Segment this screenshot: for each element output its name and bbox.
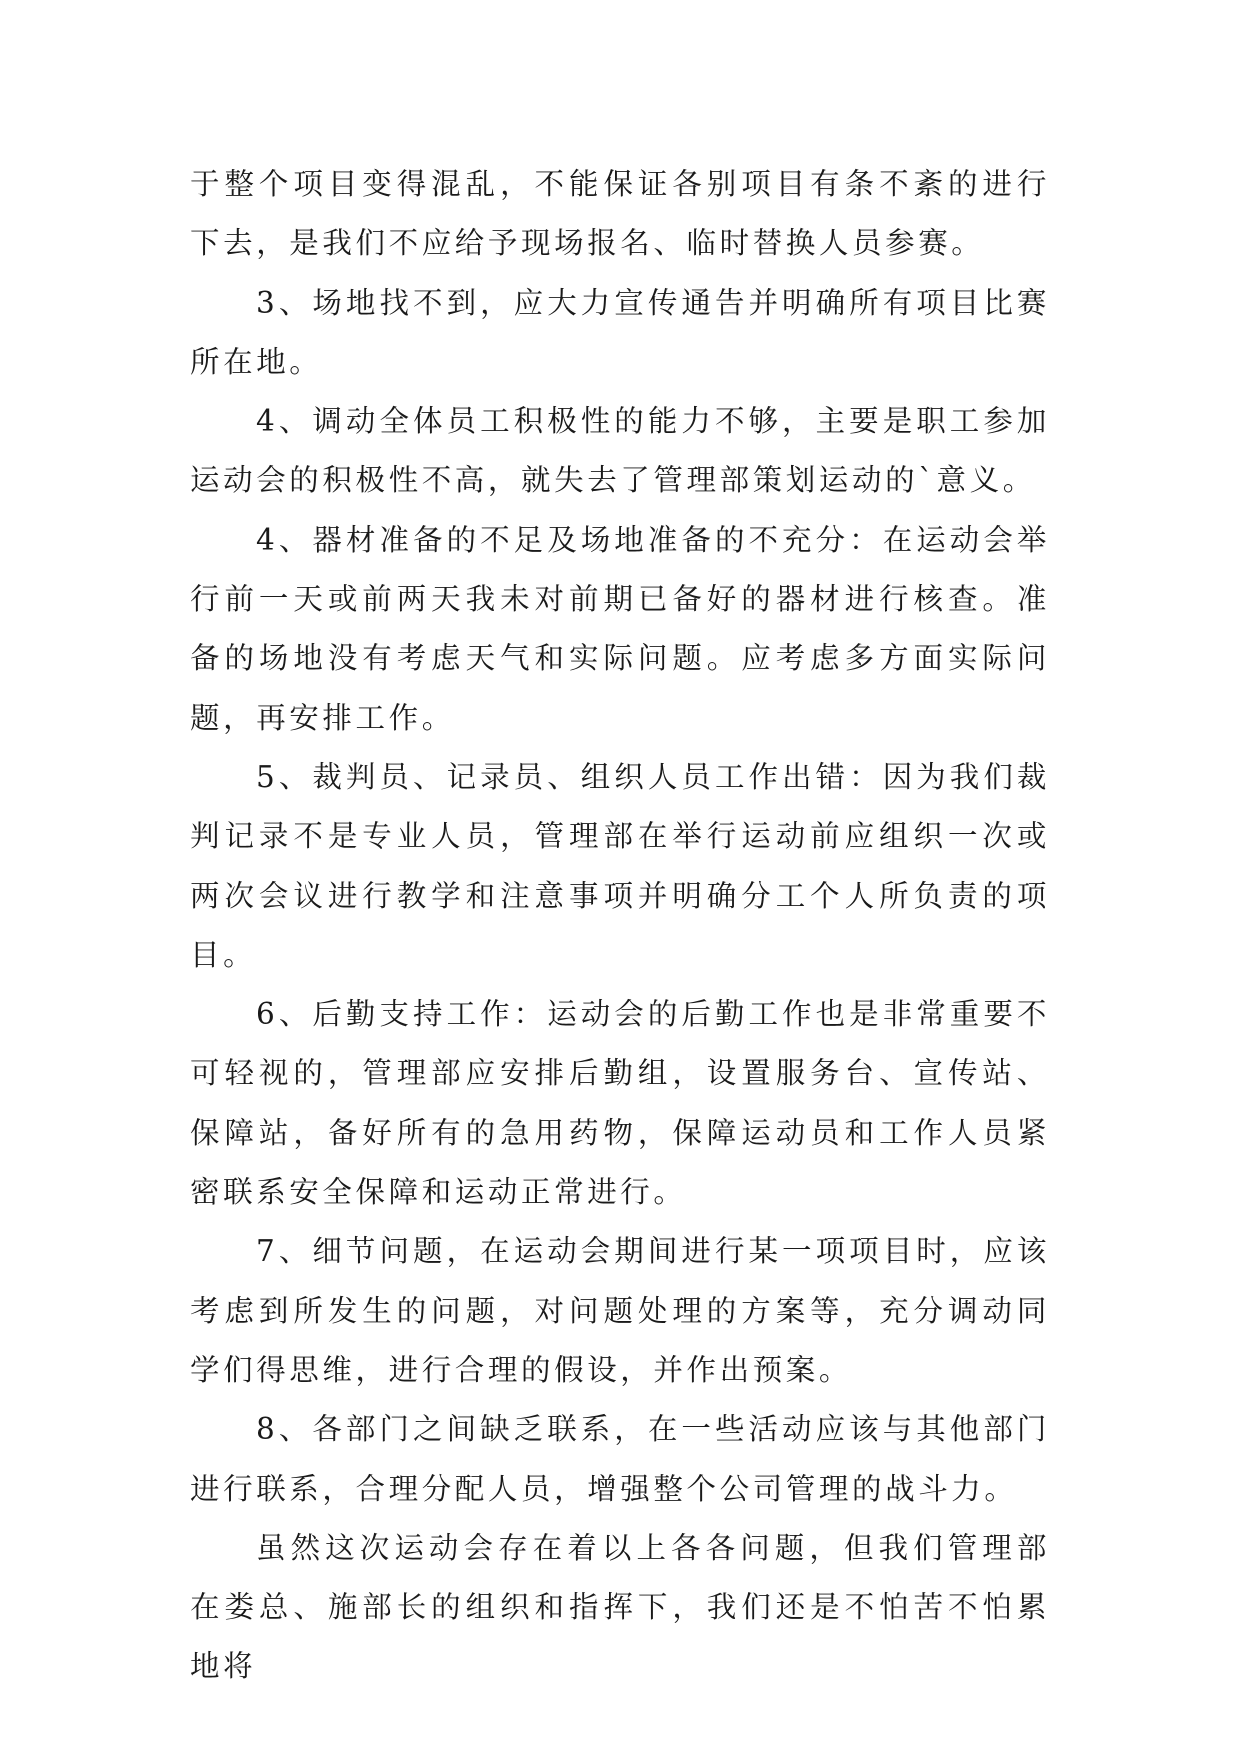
paragraph-item-6: 6、后勤支持工作：运动会的后勤工作也是非常重要不可轻视的，管理部应安排后勤组，设置服务台、宣传站、保障站，备好所有的急用药物，保障运动员和工作人员紧密联系安全保障和运动正常进行。: [190, 997, 1050, 1210]
paragraph-item-3: 3、场地找不到，应大力宣传通告并明确所有项目比赛所在地。: [190, 285, 1050, 379]
paragraph-summary: 虽然这次运动会存在着以上各各问题，但我们管理部在娄总、施部长的组织和指挥下，我们还是不怕苦不怕累地将: [190, 1530, 1050, 1684]
paragraph-item-4-motivation: 4、调动全体员工积极性的能力不够，主要是职工参加运动会的积极性不高，就失去了管理部策划运动的`意义。: [190, 404, 1050, 498]
paragraph-continuation: 于整个项目变得混乱，不能保证各别项目有条不紊的进行下去，是我们不应给予现场报名、临时替换人员参赛。: [190, 167, 1050, 261]
document-body: [190, 155, 1050, 1697]
paragraph-item-7: 7、细节问题，在运动会期间进行某一项项目时，应该考虑到所发生的问题，对问题处理的方案等，充分调动同学们得思维，进行合理的假设，并作出预案。: [190, 1234, 1050, 1387]
paragraph-item-5: 5、裁判员、记录员、组织人员工作出错：因为我们裁判记录不是专业人员，管理部在举行运动前应组织一次或两次会议进行教学和注意事项并明确分工个人所负责的项目。: [190, 759, 1050, 972]
paragraph-item-4-equipment: 4、器材准备的不足及场地准备的不充分：在运动会举行前一天或前两天我未对前期已备好的器材进行核查。准备的场地没有考虑天气和实际问题。应考虑多方面实际问题，再安排工作。: [190, 522, 1050, 735]
paragraph-item-8: 8、各部门之间缺乏联系，在一些活动应该与其他部门进行联系，合理分配人员，增强整个公司管理的战斗力。: [190, 1412, 1050, 1506]
